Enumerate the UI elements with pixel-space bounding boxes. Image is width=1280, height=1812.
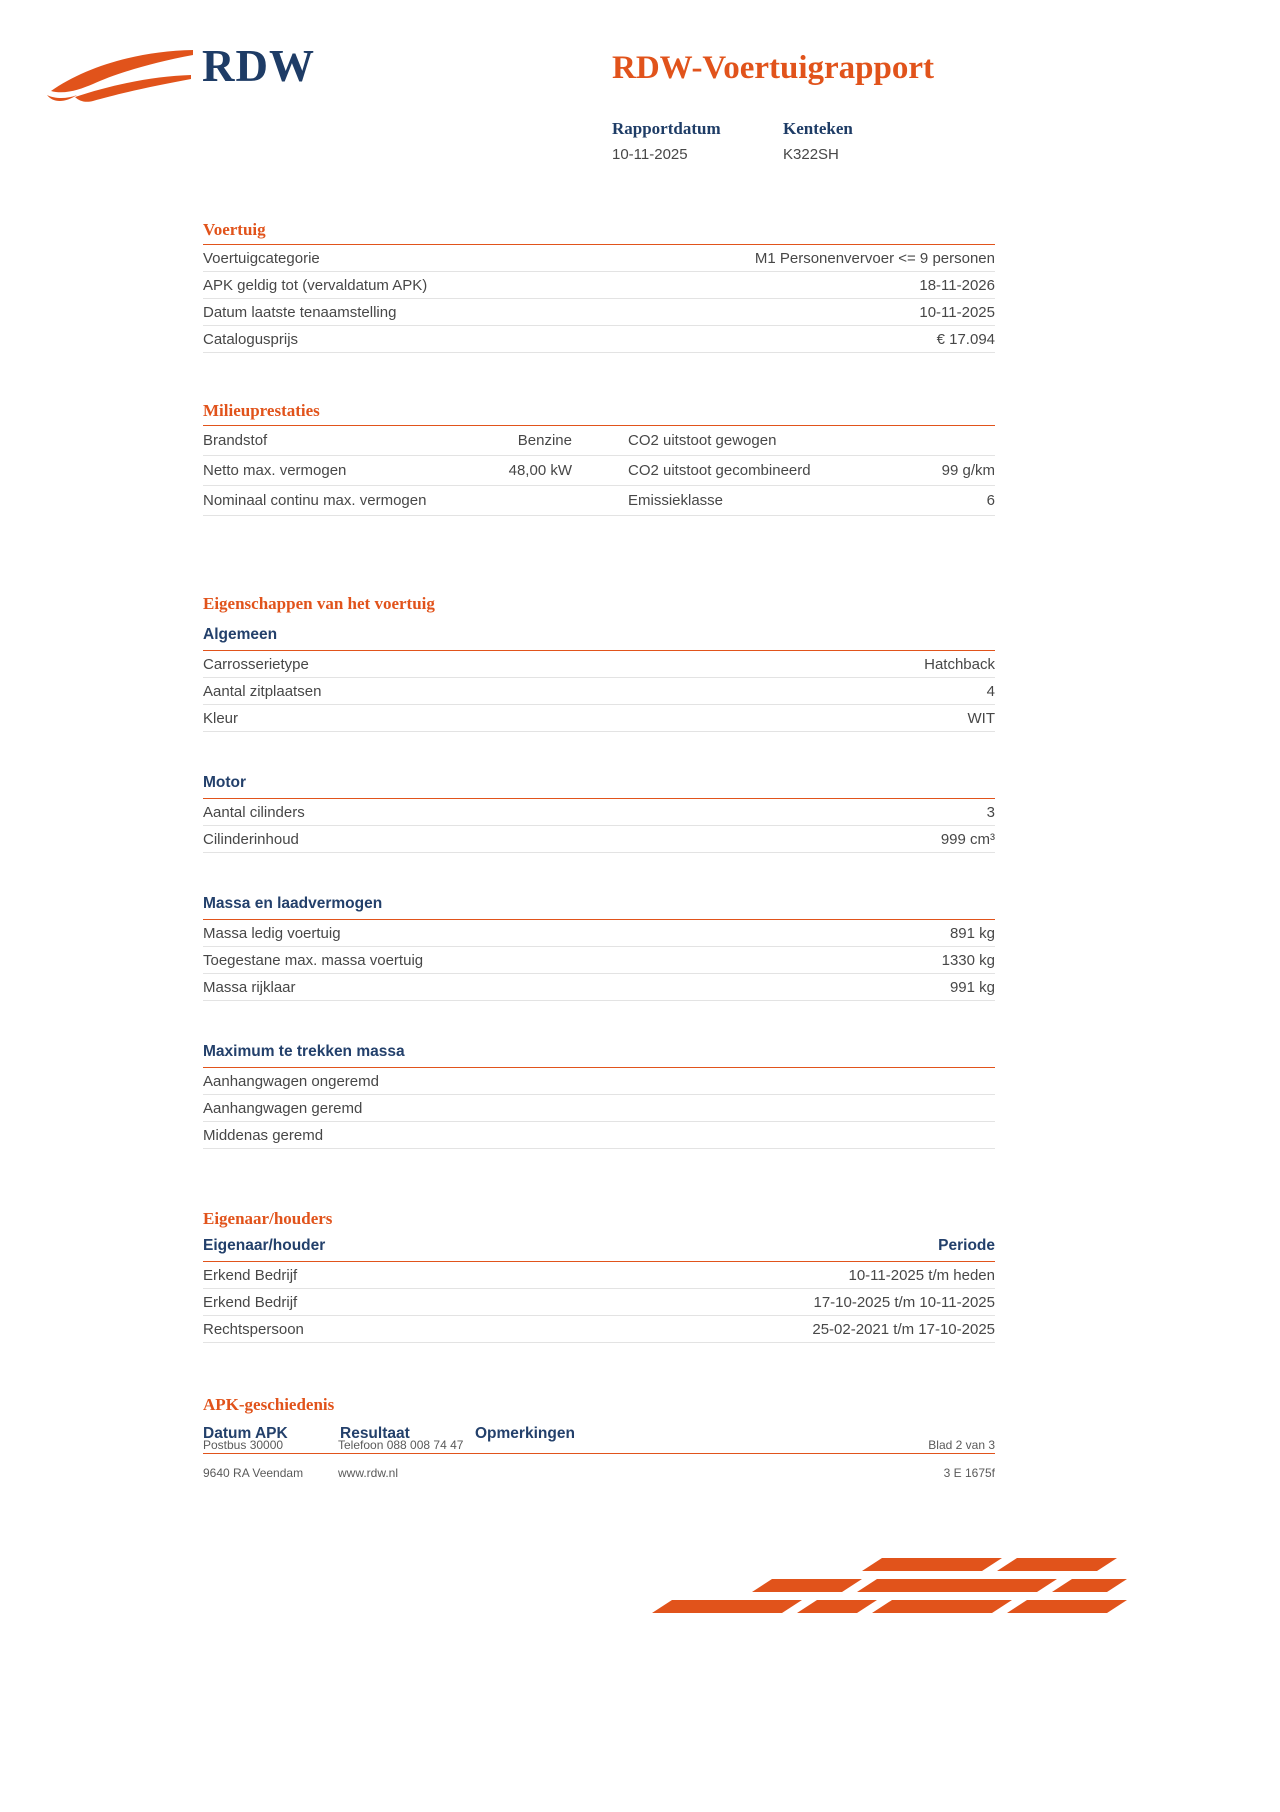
decor-pattern-icon (652, 1558, 1127, 1614)
section-title: Eigenschappen van het voertuig (203, 594, 435, 613)
row-label: Voertuigcategorie (203, 249, 320, 267)
table-row (203, 326, 995, 353)
section-title: APK-geschiedenis (203, 1395, 335, 1414)
subsection-trekken-massa (203, 1043, 995, 1149)
footer-city: 9640 RA Veendam (203, 1466, 304, 1480)
section-milieuprestaties (203, 401, 995, 516)
table-row (203, 1095, 995, 1122)
section-title: Eigenaar/houders (203, 1209, 333, 1228)
table-row (203, 705, 995, 732)
table-row (203, 456, 995, 486)
row-label: Rechtspersoon (203, 1320, 304, 1338)
row-label: Kleur (203, 709, 239, 727)
row-value: 4 (986, 682, 995, 700)
table-row (203, 299, 995, 326)
row-label: Aanhangwagen geremd (203, 1099, 363, 1117)
section-title: Milieuprestaties (203, 401, 995, 426)
footer-phone: Telefoon 088 008 74 47 (338, 1438, 464, 1452)
row-label: Aantal zitplaatsen (203, 682, 322, 700)
table-row (203, 245, 995, 272)
subsection-algemeen (203, 626, 995, 732)
subsection-title: Maximum te trekken massa (203, 1043, 995, 1068)
table-row (203, 272, 995, 299)
section-eigenaar-houders (203, 1209, 995, 1343)
subsection-massa (203, 895, 995, 1001)
row-label: APK geldig tot (vervaldatum APK) (203, 276, 428, 294)
page-title: RDW-Voertuigrapport (612, 50, 935, 86)
row-value: 99 g/km (941, 462, 995, 479)
row-value: 25-02-2021 t/m 17-10-2025 (812, 1320, 995, 1338)
row-value: 3 (986, 803, 995, 821)
row-value: 17-10-2025 t/m 10-11-2025 (813, 1293, 995, 1311)
row-label: CO2 uitstoot gecombineerd (628, 462, 811, 479)
row-label: Brandstof (203, 432, 268, 449)
license-plate-value: K322SH (783, 146, 839, 163)
page-footer (203, 1438, 995, 1494)
row-value: 10-11-2025 (919, 303, 995, 321)
table-row (203, 974, 995, 1001)
row-value: M1 Personenvervoer <= 9 personen (754, 249, 995, 267)
subsection-title: Motor (203, 774, 995, 799)
row-value: 18-11-2026 (919, 276, 995, 294)
table-row (203, 799, 995, 826)
table-row (203, 1316, 995, 1343)
table-row (203, 1122, 995, 1149)
row-value: 6 (986, 492, 995, 509)
row-label: Middenas geremd (203, 1126, 324, 1144)
section-eigenschappen (203, 594, 995, 1149)
column-header-opmerkingen: Opmerkingen (475, 1425, 575, 1442)
footer-website: www.rdw.nl (338, 1466, 399, 1480)
table-row (203, 947, 995, 974)
row-label: Datum laatste tenaamstelling (203, 303, 397, 321)
table-row (203, 1289, 995, 1316)
row-value: Benzine (517, 432, 572, 449)
row-value: 999 cm³ (940, 830, 995, 848)
row-value: 10-11-2025 t/m heden (848, 1266, 995, 1284)
column-header-period: Periode (938, 1237, 995, 1254)
row-label: Carrosserietype (203, 655, 309, 673)
column-header-resultaat: Resultaat (340, 1425, 410, 1442)
row-value: 991 kg (949, 978, 995, 996)
row-value: 1330 kg (941, 951, 995, 969)
rdw-logo-icon (45, 45, 195, 109)
row-value: Hatchback (924, 655, 995, 673)
row-label: Netto max. vermogen (203, 462, 347, 479)
report-content (203, 220, 995, 1454)
subsection-title: Massa en laadvermogen (203, 895, 995, 920)
row-label: Nominaal continu max. vermogen (203, 492, 427, 509)
row-value: WIT (967, 709, 995, 727)
footer-postbus: Postbus 30000 (203, 1438, 284, 1452)
row-value: € 17.094 (936, 330, 995, 348)
table-row (203, 426, 995, 456)
logo-text: RDW (202, 41, 315, 91)
report-date-value: 10-11-2025 (612, 146, 688, 163)
column-header-datum-apk: Datum APK (203, 1425, 288, 1442)
row-label: Erkend Bedrijf (203, 1293, 298, 1311)
footer-page-number: Blad 2 van 3 (928, 1438, 995, 1452)
footer-form-code: 3 E 1675f (943, 1466, 995, 1480)
table-row (203, 678, 995, 705)
table-row (203, 486, 995, 516)
subsection-motor (203, 774, 995, 853)
table-header-row (203, 1237, 995, 1262)
column-header-owner: Eigenaar/houder (203, 1237, 326, 1254)
row-label: Cilinderinhoud (203, 830, 299, 848)
row-label: Erkend Bedrijf (203, 1266, 298, 1284)
row-label: Emissieklasse (628, 492, 724, 509)
section-title: Voertuig (203, 220, 995, 245)
table-row (203, 826, 995, 853)
table-row (203, 1262, 995, 1289)
table-row (203, 920, 995, 947)
row-label: Catalogusprijs (203, 330, 299, 348)
row-label: Toegestane max. massa voertuig (203, 951, 424, 969)
row-label: Aanhangwagen ongeremd (203, 1072, 379, 1090)
row-label: Massa rijklaar (203, 978, 296, 996)
section-voertuig (203, 220, 995, 353)
subsection-title: Algemeen (203, 626, 995, 651)
row-value: 891 kg (949, 924, 995, 942)
table-row (203, 651, 995, 678)
row-value: 48,00 kW (508, 462, 572, 479)
row-label: Aantal cilinders (203, 803, 305, 821)
row-label: CO2 uitstoot gewogen (628, 432, 777, 449)
table-row (203, 1068, 995, 1095)
row-label: Massa ledig voertuig (203, 924, 341, 942)
license-plate-label: Kenteken (783, 119, 853, 138)
report-date-label: Rapportdatum (612, 119, 721, 138)
